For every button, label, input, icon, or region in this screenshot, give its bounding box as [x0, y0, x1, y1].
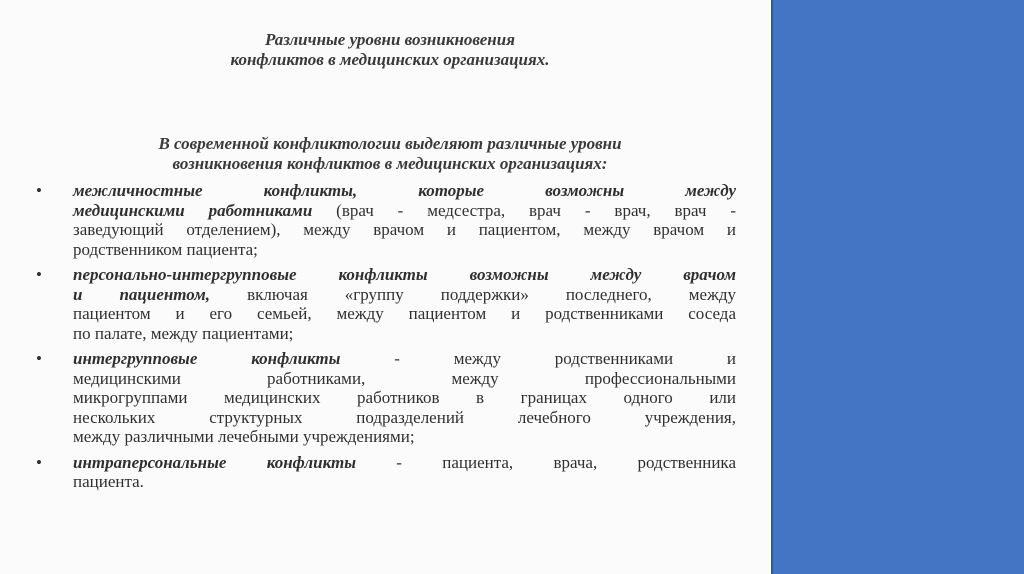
item-text-line: заведующий отделением), между врачом и пациентом, между врачом и [73, 220, 736, 239]
conflict-levels-list [36, 181, 736, 498]
item-text: включая «группу поддержки» последнего, между [210, 284, 736, 304]
list-item-interpersonal [36, 181, 736, 259]
intro-line-1: В современной конфликтологии выделяют различные уровни [158, 134, 622, 153]
item-text-line: между различными лечебными учреждениями; [73, 427, 415, 446]
list-item-intrapersonal [36, 453, 736, 492]
item-text: (врач - медсестра, врач - врач, врач - [312, 200, 736, 220]
item-text-line: родственником пациента; [73, 239, 258, 259]
list-item-intergroup [36, 349, 736, 447]
slide-title [40, 30, 740, 69]
item-text-line [73, 453, 736, 473]
item-text-line: нескольких структурных подразделений лечебного учреждения, [73, 407, 736, 427]
item-emphasis: и пациентом, [73, 284, 211, 304]
item-text-line [73, 349, 736, 369]
item-text: - пациента, врача, родственника [356, 452, 736, 472]
bullet-icon: • [36, 349, 42, 368]
item-text-line: пациентом и его семьей, между пациентом и родственниками соседа [73, 304, 736, 323]
decorative-blue-panel [773, 0, 1024, 574]
bullet-icon: • [36, 181, 42, 200]
intro-text [70, 134, 710, 173]
item-text: - между родственниками и [340, 349, 737, 368]
intro-line-2: возникновения конфликтов в медицинских организациях: [172, 153, 608, 173]
list-item-personal-intergroup [36, 265, 736, 343]
item-emphasis: медицинскими работниками [73, 200, 313, 220]
item-emphasis: интергрупповые конфликты [73, 349, 341, 368]
item-text-line: пациента. [73, 472, 144, 491]
item-text-line: по палате, между пациентами; [73, 323, 294, 343]
item-text-line: межличностные конфликты, которые возможны между [73, 181, 736, 200]
title-line-2: конфликтов в медицинских организациях. [230, 49, 550, 69]
item-text-line: медицинскими работниками, между профессиональными [73, 368, 736, 388]
item-text-line: микрогруппами медицинских работников в границах одного или [73, 388, 736, 407]
item-text-line [73, 201, 736, 221]
item-emphasis: интраперсональные конфликты [73, 452, 356, 472]
item-text-line [73, 285, 736, 305]
bullet-icon: • [36, 265, 42, 284]
item-text-line: персонально-интергрупповые конфликты возможны между врачом [73, 265, 736, 284]
bullet-icon: • [36, 452, 42, 472]
title-line-1: Различные уровни возникновения [265, 30, 515, 49]
